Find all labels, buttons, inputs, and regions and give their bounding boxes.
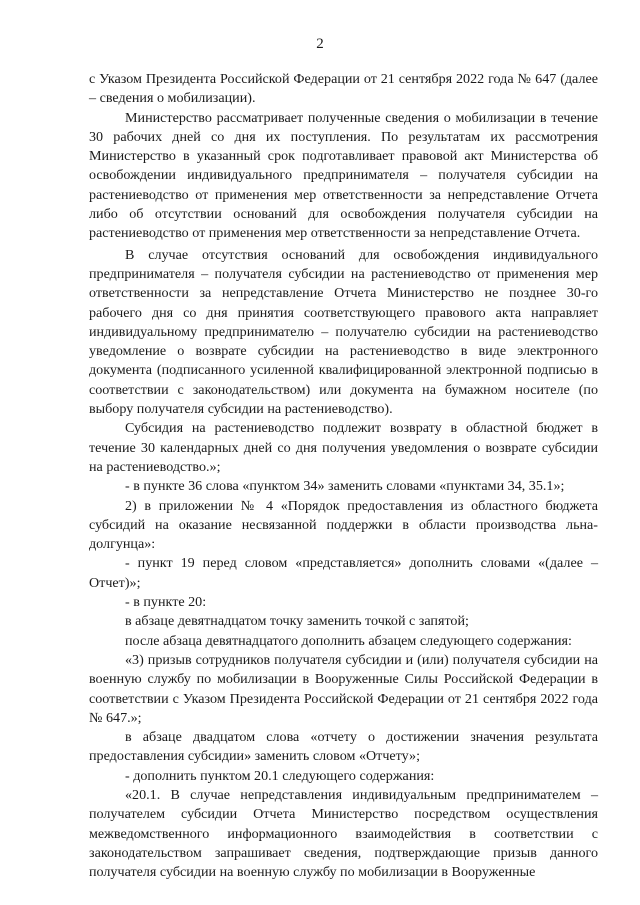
paragraph: 2) в приложении № 4 «Порядок предоставления из областного бюджета субсидий на оказание несвязанной поддержки в области производства льна-долгунца»: [89,497,598,553]
paragraph: с Указом Президента Российской Федерации от 21 сентября 2022 года № 647 (далее – сведения о мобилизации). [89,71,598,107]
paragraph: в абзаце двадцатом слова «отчету о достижении значения результата предоставления субсидии» заменить словом «Отчету»; [89,729,598,765]
paragraph: Субсидия на растениеводство подлежит возврату в областной бюджет в течение 30 календарных дней со дня получения уведомления о возврате субсидии на растениеводство.»; [89,420,598,475]
paragraph: «3) призыв сотрудников получателя субсидии и (или) получателя субсидии на военную службу по мобилизации в Вооруженные Силы Российской Федерации в соответствии с Указом Президента Российской Федерации от 21 сентября 2022 года № 647.»; [89,651,598,726]
paragraph: в абзаце девятнадцатом точку заменить точкой с запятой; [125,613,469,630]
paragraph: Министерство рассматривает полученные сведения о мобилизации в течение 30 рабочих дней со дня их поступления. По результатам их рассмотрения Министерство в указанный срок подготавливает правовой акт Министерства об освобождении индивидуального предпринимателя – получателя субсидии на растениеводство от применения мер ответственности за непредставление Отчета либо об отсутствии оснований для освобождения получателя субсидии на растениеводство от применения мер ответственности за непредставление Отчета. [89,109,598,242]
paragraph: - пункт 19 перед словом «представляется» дополнить словами «(далее – Отчет)»; [89,555,598,591]
paragraph: «20.1. В случае непредставления индивидуальным предпринимателем – получателем субсидии Отчета Министерство посредством осуществления межведомственного информационного взаимодействия в соответствии с законодательством запрашивает сведения, подтверждающие призыв данного получателя субсидии на военную службу по мобилизации в Вооруженные [89,786,598,881]
paragraph: - дополнить пунктом 20.1 следующего содержания: [125,767,435,784]
paragraph: - в пункте 20: [125,594,207,611]
document-body [89,70,598,882]
paragraph: В случае отсутствия оснований для освобождения индивидуального предпринимателя – получателя субсидии на растениеводство от применения мер ответственности за непредставление Отчета Министерство не позднее 30-го рабочего дня со дня принятия соответствующего правового акта направляет индивидуальному предпринимателю – получателю субсидии на растениеводство уведомление о возврате субсидии на растениеводство в виде электронного документа (подписанного усиленной квалифицированной электронной подписью в соответствии с законодательством) или документа на бумажном носителе (по выбору получателя субсидии на растениеводство). [89,246,598,418]
paragraph: - в пункте 36 слова «пунктом 34» заменить словами «пунктами 34, 35.1»; [125,478,565,495]
page-number: 2 [316,36,324,52]
paragraph: после абзаца девятнадцатого дополнить абзацем следующего содержания: [125,632,572,649]
